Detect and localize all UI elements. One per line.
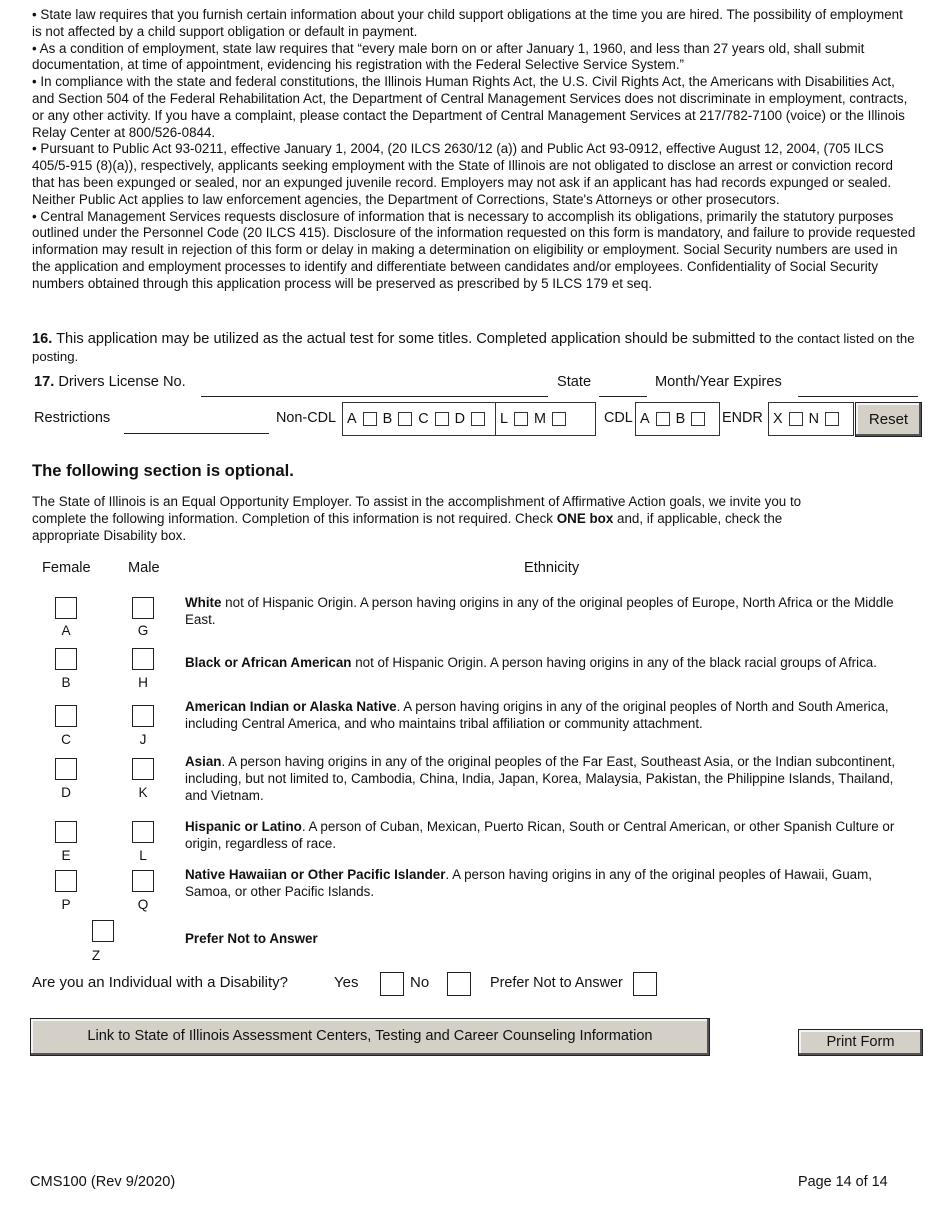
non-cdl-segment-l-m xyxy=(496,403,576,435)
endr-n-label: N xyxy=(808,410,820,427)
cdl-segment xyxy=(636,403,715,435)
assessment-centers-link-button[interactable]: Link to State of Illinois Assessment Centers, Testing and Career Counseling Information xyxy=(30,1018,710,1056)
non-cdl-b-checkbox[interactable] xyxy=(398,412,412,426)
bullet-non-discrimination: • In compliance with the state and federal constitutions, the Illinois Human Rights Act, the U.S. Civil Rights Act, the Americans with Disabilities Act, and Section 504 of the Federal Rehabilitation Act, the Department of Central Management Services does not discriminate in employment, contracts, or any other activity. If you have a complaint, please contact the Department of Central Management Services at 217/782-7100 (voice) or the Illinois Relay Center at 800/526-0844. xyxy=(32,74,908,140)
expires-field[interactable] xyxy=(798,396,918,397)
disability-question: Are you an Individual with a Disability? xyxy=(32,974,288,991)
bullet-disclosure: • Central Management Services requests disclosure of information that is necessary to accomplish its obligations, primarily the statutory purposes outlined under the Personnel Code (20 ILCS 415). Disclosure of the information requested on this form is mandatory, and failure to provide requested information may result in rejection of this form or delay in making a determination on eligibility or employment. Social Security numbers are used in the application and employment processes to identify and differentiate between candidates and/or employees. Confidentiality of Social Security numbers obtained through this application process will be preserved as prescribed by 5 ILCS 179 et seq. xyxy=(32,208,916,291)
prefer-not-to-answer-checkbox[interactable] xyxy=(92,920,114,942)
non-cdl-m-label: M xyxy=(534,410,547,427)
female-asian-checkbox[interactable] xyxy=(55,758,77,780)
ethnicity-hispanic-title: Hispanic or Latino xyxy=(185,819,302,834)
non-cdl-l-checkbox[interactable] xyxy=(514,412,528,426)
non-cdl-label: Non-CDL xyxy=(276,410,336,426)
ethnicity-black xyxy=(185,655,915,672)
disability-yes-checkbox[interactable] xyxy=(380,972,404,996)
female-white-letter: A xyxy=(61,623,71,638)
ethnicity-american-indian-title: American Indian or Alaska Native xyxy=(185,699,397,714)
ethnicity-white-title: White xyxy=(185,595,222,610)
question-16-number: 16. xyxy=(32,331,53,347)
endr-n-checkbox[interactable] xyxy=(825,412,839,426)
intro-text-2: and, if applicable, check the appropriate Disability box. xyxy=(32,510,783,543)
drivers-license-field[interactable] xyxy=(201,396,548,397)
ethnicity-column-header: Ethnicity xyxy=(524,560,580,576)
ethnicity-american-indian xyxy=(185,699,915,733)
male-pacific-islander-letter: Q xyxy=(137,897,149,912)
restrictions-field[interactable] xyxy=(124,433,269,434)
state-field[interactable] xyxy=(599,396,647,397)
prefer-not-to-answer-letter: Z xyxy=(91,948,101,963)
female-black-checkbox[interactable] xyxy=(55,648,77,670)
ethnicity-black-desc: not of Hispanic Origin. A person having origins in any of the black racial groups of Africa. xyxy=(351,655,877,670)
question-16-small-text: the contact listed on the posting. xyxy=(32,331,915,364)
female-hispanic-letter: E xyxy=(61,848,71,863)
cdl-b-checkbox[interactable] xyxy=(691,412,705,426)
disability-prefer-label: Prefer Not to Answer xyxy=(490,975,623,991)
male-white-checkbox[interactable] xyxy=(132,597,154,619)
optional-section-heading: The following section is optional. xyxy=(32,461,294,480)
endr-group xyxy=(768,402,854,436)
ethnicity-white-desc: not of Hispanic Origin. A person having origins in any of the original peoples of Europe, North Africa or the Middle East. xyxy=(185,595,894,627)
disability-no-checkbox[interactable] xyxy=(447,972,471,996)
disability-no-label: No xyxy=(410,974,430,991)
male-black-checkbox[interactable] xyxy=(132,648,154,670)
non-cdl-c-checkbox[interactable] xyxy=(435,412,449,426)
ethnicity-white xyxy=(185,595,915,629)
cdl-b-label: B xyxy=(675,410,686,427)
reset-button[interactable]: Reset xyxy=(855,402,922,437)
ethnicity-asian xyxy=(185,754,915,804)
ethnicity-hispanic-desc: . A person of Cuban, Mexican, Puerto Rican, South or Central American, or other Spanish Culture or origin, regardless of race. xyxy=(185,819,895,851)
male-column-header: Male xyxy=(128,560,160,576)
ethnicity-black-title: Black or African American xyxy=(185,655,352,670)
male-pacific-islander-checkbox[interactable] xyxy=(132,870,154,892)
intro-text-1: The State of Illinois is an Equal Opportunity Employer. To assist in the accomplishment of Affirmative Action goals, we invite you to complete the following information. Completion of this information is not required. Check xyxy=(32,494,802,526)
intro-bold: ONE box xyxy=(556,510,614,526)
non-cdl-d-label: D xyxy=(454,410,466,427)
non-cdl-group xyxy=(342,402,596,436)
endr-x-label: X xyxy=(773,410,783,427)
non-cdl-c-label: C xyxy=(418,410,429,427)
female-pacific-islander-letter: P xyxy=(61,897,71,912)
cdl-a-checkbox[interactable] xyxy=(656,412,670,426)
male-white-letter: G xyxy=(137,623,149,638)
non-cdl-b-label: B xyxy=(382,410,393,427)
male-american-indian-checkbox[interactable] xyxy=(132,705,154,727)
male-hispanic-checkbox[interactable] xyxy=(132,821,154,843)
non-cdl-segment-a-d xyxy=(343,403,496,435)
male-hispanic-letter: L xyxy=(139,848,147,863)
female-asian-letter: D xyxy=(61,785,71,800)
male-american-indian-letter: J xyxy=(139,732,147,747)
question-17-number: 17. xyxy=(34,374,55,390)
ethnicity-american-indian-desc: . A person having origins in any of the original peoples of North and South America, including Central America, and who maintains tribal affiliation or community attachment. xyxy=(185,699,889,731)
ethnicity-hispanic xyxy=(185,819,915,853)
non-cdl-m-checkbox[interactable] xyxy=(552,412,566,426)
non-cdl-a-label: A xyxy=(347,410,357,427)
cdl-label: CDL xyxy=(604,410,633,426)
non-cdl-l-label: L xyxy=(500,410,509,427)
male-asian-letter: K xyxy=(138,785,148,800)
cdl-a-label: A xyxy=(640,410,650,427)
print-form-button[interactable]: Print Form xyxy=(798,1029,923,1056)
endr-label: ENDR xyxy=(722,410,763,426)
state-label: State xyxy=(557,374,592,390)
form-id: CMS100 (Rev 9/2020) xyxy=(30,1174,176,1190)
female-pacific-islander-checkbox[interactable] xyxy=(55,870,77,892)
female-white-checkbox[interactable] xyxy=(55,597,77,619)
ethnicity-asian-title: Asian xyxy=(185,754,222,769)
bullet-selective-service: • As a condition of employment, state law requires that “every male born on or after January 1, 1960, and less than 27 years old, shall submit documentation, at time of appointment, evidencing his registration with the Federal Selective Service System.” xyxy=(32,40,865,73)
notice-bullets xyxy=(32,7,916,293)
disability-yes-label: Yes xyxy=(334,974,359,991)
endr-x-checkbox[interactable] xyxy=(789,412,803,426)
female-american-indian-letter: C xyxy=(61,732,71,747)
ethnicity-pacific-islander-title: Native Hawaiian or Other Pacific Islander xyxy=(185,867,446,882)
drivers-license-label: Drivers License No. xyxy=(54,374,186,390)
endr-segment xyxy=(769,403,849,435)
ethnicity-pacific-islander xyxy=(185,867,915,901)
female-black-letter: B xyxy=(61,675,71,690)
month-year-expires-label: Month/Year Expires xyxy=(655,374,782,390)
non-cdl-a-checkbox[interactable] xyxy=(363,412,377,426)
page-number: Page 14 of 14 xyxy=(798,1174,888,1190)
bullet-child-support: • State law requires that you furnish certain information about your child support obligations at the time you are hired. The possibility of employment is not affected by a child support obligation or default in payment. xyxy=(32,7,903,39)
ethnicity-asian-desc: . A person having origins in any of the original peoples of the Far East, Southeast Asia, or the Indian subcontinent, including, but not limited to, Cambodia, China, India, Japan, Korea, Malaysia, Pakistan, the Philippine Islands, Thailand, and Vietnam. xyxy=(185,754,896,803)
female-column-header: Female xyxy=(42,560,91,576)
disability-prefer-checkbox[interactable] xyxy=(633,972,657,996)
question-16 xyxy=(32,330,916,366)
female-american-indian-checkbox[interactable] xyxy=(55,705,77,727)
male-asian-checkbox[interactable] xyxy=(132,758,154,780)
question-16-text: This application may be utilized as the actual test for some titles. Completed application should be submitted to xyxy=(52,331,772,347)
optional-section-intro xyxy=(32,494,812,544)
ethnicity-pacific-islander-desc: . A person having origins in any of the original peoples of Hawaii, Guam, Samoa, or other Pacific Islands. xyxy=(185,867,873,899)
cdl-group xyxy=(635,402,720,436)
non-cdl-d-checkbox[interactable] xyxy=(471,412,485,426)
restrictions-label: Restrictions xyxy=(34,410,111,426)
bullet-expunged-records: • Pursuant to Public Act 93-0211, effective January 1, 2004, (20 ILCS 2630/12 (a)) and Public Act 93-0912, effective August 12, 2004, (705 ILCS 405/5-915 (8)(a)), respectively, applicants seeking employment with the State of Illinois are not obligated to disclose an arrest or conviction record that has been expunged or sealed, nor an expunged juvenile record. Employers may not ask if an applicant has had records expunged or sealed. Neither Public Act applies to law enforcement agencies, the Department of Corrections, State's Attorneys or other prosecutors. xyxy=(32,141,893,207)
question-17-label xyxy=(34,374,186,391)
female-hispanic-checkbox[interactable] xyxy=(55,821,77,843)
male-black-letter: H xyxy=(138,675,148,690)
prefer-not-to-answer-label: Prefer Not to Answer xyxy=(185,931,318,946)
ethnicity-prefer-not-to-answer xyxy=(185,931,915,948)
